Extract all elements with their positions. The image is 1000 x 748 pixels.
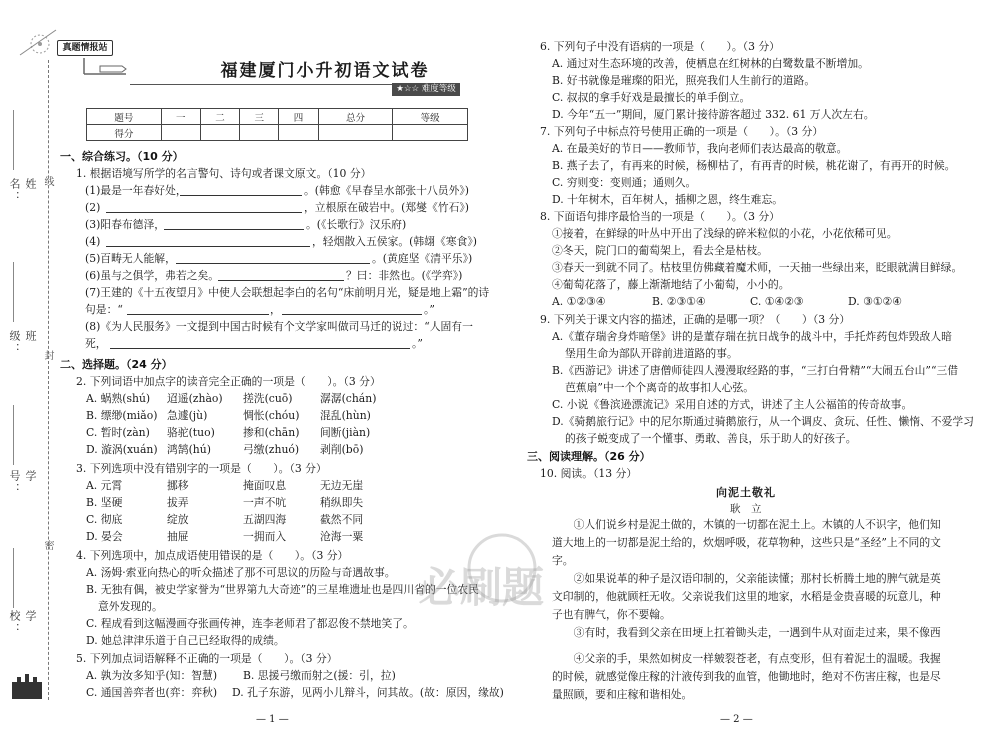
q7-option-a: A. 在最美好的节日——教师节，我向老师们表达最高的敬意。 (552, 142, 848, 155)
answer-blank[interactable] (164, 229, 304, 230)
q9-option-b-line2: 芭蕉扇”中一个个离奇的故事扣人心弦。 (565, 381, 755, 394)
question-5: 5. 下列加点词语解释不正确的一项是（ ）。（3 分） (76, 652, 338, 665)
answer-blank[interactable] (176, 263, 370, 264)
q9-option-b-line1: B.《西游记》讲述了唐僧师徒四人漫漫取经路的事，“三打白骨精”“大闹五台山”“三借 (552, 364, 959, 377)
q2-option-b-1: B. 缥缈(miǎo) (86, 409, 158, 422)
q1-line-7a: (7)王建的《十五夜望月》中使人会联想起李白的名句“床前明月光，疑是地上霜”的诗 (85, 286, 490, 299)
question-9: 9. 下列关于课文内容的描述，正确的是哪一项？（ ）（3 分） (540, 313, 851, 326)
score-cell: 一 (161, 109, 200, 125)
id-label: 学号： (8, 470, 37, 496)
q3-option-d-4: 沧海一粟 (320, 530, 364, 543)
margin-mark-secret: 密 (42, 540, 53, 550)
article-paragraph-2: ②如果说革的种子是汉语印制的，父亲能读懂；那村长析腾土地的脾气就是英文印制的，他就顾枉无收。父亲说我们这里的地家，水稻是金贵喜暖的玩意儿，种子也有脾气，你不要翰。 (552, 572, 941, 621)
score-input-cell[interactable] (318, 125, 393, 141)
q9-option-a-line1: A.《董存瑞舍身炸暗堡》讲的是董存瑞在抗日战争的战斗中，手托炸药包炸毁敌人暗 (552, 330, 952, 343)
score-cell: 总分 (318, 109, 393, 125)
q1-line-4-end: ，轻烟散入五侯家。(韩翃《寒食》) (312, 235, 477, 248)
q4-option-d: D. 她总津津乐道于自己已经取得的成绩。 (86, 634, 285, 647)
q1-line-2-end: ，立根原在破岩中。(郑燮《竹石》) (304, 201, 469, 214)
q9-option-a-line2: 堡用生命为部队开辟前进道路的事。 (565, 347, 738, 360)
q7-option-d: D. 十年树木，百年树人，插柳之恩，终生难忘。 (552, 193, 784, 206)
q1-line-8b: 死， (85, 337, 107, 350)
q6-option-c: C. 叔叔的拿手好戏是最擅长的单手倒立。 (552, 91, 751, 104)
q1-line-6-end: ？曰：非然也。(《学弈》) (346, 269, 463, 282)
q3-option-d-3: 一拥而入 (243, 530, 287, 543)
page-title: 福建厦门小升初语文试卷 (220, 61, 430, 81)
score-input-cell[interactable] (279, 125, 318, 141)
section-1-heading: 一、综合练习。（10 分） (60, 150, 184, 163)
q3-option-c-4: 截然不同 (320, 513, 364, 526)
q2-option-a-2: 迢遥(zhào) (167, 392, 223, 405)
q8-option-d: D. ③①②④ (848, 295, 902, 308)
q1-line-8c: 。” (412, 337, 423, 350)
q1-line-7c: ， (270, 303, 281, 316)
q2-option-b-3: 惆怅(chóu) (243, 409, 300, 422)
question-2: 2. 下列词语中加点字的读音完全正确的一项是（ ）。（3 分） (76, 375, 381, 388)
q2-option-d-4: 剥削(bō) (320, 443, 364, 456)
q8-sentence-1: ①接着，在鲜绿的叶丛中开出了浅绿的碎米粒似的小花，小花依稀可见。 (552, 227, 898, 240)
margin-mark-line: 线 (42, 176, 53, 186)
q1-line-1-start: (1)最是一年春好处， (85, 184, 187, 197)
q1-line-1-end: 。(韩愈《早春呈水部张十八员外》) (304, 184, 469, 197)
q9-option-d-line1: D.《骑鹅旅行记》中的尼尔斯通过骑鹅旅行，从一个调皮、贪玩、任性、懒惰、不爱学习 (552, 415, 974, 428)
q8-sentence-3: ③春天一到就不同了。枯枝里仿佛藏着魔术师，一天抽一些绿出来，眨眼就满目鲜绿。 (552, 261, 963, 274)
q5-option-c: C. 通国善弈者也(弈：弈秋) (86, 686, 218, 699)
section-3-heading: 三、阅读理解。（26 分） (527, 450, 651, 463)
score-cell: 三 (240, 109, 279, 125)
title-box (180, 58, 470, 84)
title-underline (130, 84, 392, 85)
q3-option-d-1: D. 晏会 (86, 530, 123, 543)
q3-option-a-2: 挪移 (167, 479, 189, 492)
question-1: 1. 根据语境写所学的名言警句、诗句或者课文原文。（10 分） (76, 167, 372, 180)
class-label: 班级： (8, 330, 37, 356)
score-input-cell[interactable] (393, 125, 468, 141)
q8-sentence-2: ②冬天，院门口的葡萄架上，看去全是枯枝。 (552, 244, 768, 257)
q2-option-b-4: 混乱(hùn) (320, 409, 371, 422)
question-7: 7. 下列句子中标点符号使用正确的一项是（ ）。（3 分） (540, 125, 824, 138)
q9-option-c: C. 小说《鲁滨逊漂流记》采用自述的方式，讲述了主人公福笛的传奇故事。 (552, 398, 913, 411)
q9-option-d-line2: 的孩子蜕变成了一个懂事、勇敢、善良，乐于助人的好孩子。 (565, 432, 857, 445)
q3-option-a-1: A. 元霄 (86, 479, 123, 492)
q3-option-a-3: 掩面叹息 (243, 479, 287, 492)
pen-icon (82, 56, 130, 82)
q5-option-a: A. 孰为汝多知乎(知：智慧) (86, 669, 218, 682)
answer-blank[interactable] (110, 348, 410, 349)
q2-option-b-2: 急遽(jù) (167, 409, 208, 422)
q4-option-b-line1: B. 无独有偶，被史学家誉为“世界第九大奇迹”的三星堆遗址也是四川省的一位农民 (86, 583, 479, 596)
q8-option-a: A. ①②③④ (552, 295, 606, 308)
q3-option-c-1: C. 彻底 (86, 513, 123, 526)
q2-option-d-2: 鸿鹄(hú) (167, 443, 211, 456)
score-cell: 四 (279, 109, 318, 125)
q2-option-c-1: C. 暂时(zàn) (86, 426, 150, 439)
score-input-cell[interactable] (161, 125, 200, 141)
q1-line-3-end: 。(《长歌行》汉乐府) (306, 218, 407, 231)
q3-option-c-2: 绽放 (167, 513, 189, 526)
answer-blank[interactable] (282, 314, 422, 315)
q2-option-a-4: 潺潺(chán) (320, 392, 377, 405)
q1-line-7b: 句是：“ (85, 303, 123, 316)
score-input-cell[interactable] (240, 125, 279, 141)
answer-blank[interactable] (218, 280, 344, 281)
q3-option-b-1: B. 坚硬 (86, 496, 123, 509)
q1-line-3-start: (3)阳春布德泽， (85, 218, 166, 231)
question-3: 3. 下列选项中没有错别字的一项是（ ）。（3 分） (76, 462, 327, 475)
q2-option-c-4: 间断(jiàn) (320, 426, 371, 439)
score-input-cell[interactable] (200, 125, 239, 141)
q8-option-c: C. ①④②③ (750, 295, 804, 308)
q2-option-d-1: D. 漩涡(xuán) (86, 443, 158, 456)
question-6: 6. 下列句子中没有语病的一项是（ ）。（3 分） (540, 40, 780, 53)
exam-badge: 真题情报站 (57, 40, 113, 56)
page-number-right: — 2 — (720, 714, 753, 725)
watermark-seal-icon (466, 532, 538, 604)
q2-option-a-3: 搓洗(cuō) (243, 392, 293, 405)
score-value-row (87, 125, 468, 141)
name-line (13, 110, 14, 170)
binding-dashed-line (48, 60, 49, 700)
q1-line-4-start: (4) (85, 235, 101, 248)
id-line (13, 405, 14, 465)
watermark: 必刷题 (418, 563, 545, 612)
q1-line-5-start: (5)百畴无人能解， (85, 252, 176, 265)
q1-line-5-end: 。(黄庭坚《清平乐》) (372, 252, 473, 265)
q4-option-b-line2: 意外发现的。 (98, 600, 163, 613)
answer-blank[interactable] (180, 195, 302, 196)
compass-icon (18, 28, 58, 56)
q8-sentence-4: ④葡萄花落了，藤上渐渐地结了小葡萄，小小的。 (552, 278, 790, 291)
answer-blank[interactable] (127, 314, 269, 315)
q6-option-b: B. 好书就像是璀璨的阳光，照亮我们人生前行的道路。 (552, 74, 816, 87)
q2-option-c-3: 掺和(chān) (243, 426, 300, 439)
answer-blank[interactable] (106, 212, 302, 213)
q7-option-b: B. 燕子去了，有再来的时候，杨柳枯了，有再青的时候，桃花谢了，有再开的时候。 (552, 159, 956, 172)
q2-option-d-3: 弓缴(zhuó) (243, 443, 300, 456)
q3-option-c-3: 五湖四海 (243, 513, 287, 526)
q7-option-c: C. 穷则变：变则通；通则久。 (552, 176, 697, 189)
article-paragraph-4: ④父亲的手，果然如树皮一样皴裂苍老，有点变形，但有着泥土的温暖。我握的时候，就感觉像庄稼的汁液传到我的血管，他锄地时，绝对不伤害庄稼，也是尽量照顾，要和庄稼和谐相处。 (552, 652, 941, 701)
q2-option-c-2: 骆驼(tuo) (167, 426, 215, 439)
score-table (86, 108, 468, 141)
school-label: 学校： (8, 610, 37, 636)
score-cell: 得分 (87, 125, 162, 141)
margin-mark-seal: 封 (42, 350, 53, 360)
q3-option-a-4: 无边无崖 (320, 479, 364, 492)
q3-option-b-3: 一声不吭 (243, 496, 287, 509)
q1-line-2-start: (2) (85, 201, 101, 214)
score-cell: 题号 (87, 109, 162, 125)
school-line (13, 548, 14, 608)
q3-option-b-4: 稍纵即失 (320, 496, 364, 509)
q2-option-a-1: A. 蜗熟(shú) (86, 392, 151, 405)
q5-option-d: D. 孔子东游，见两小儿辩斗，问其故。(故：原因，缘故) (232, 686, 504, 699)
score-header-row (87, 109, 468, 125)
score-cell: 二 (200, 109, 239, 125)
q3-option-b-2: 拔弄 (167, 496, 189, 509)
q4-option-c: C. 程成看到这幅漫画夺张画传神，连李老师君了都忍俊不禁地笑了。 (86, 617, 414, 630)
difficulty-badge: ★☆☆ 难度等级 (392, 83, 460, 96)
q1-line-7d: 。” (424, 303, 435, 316)
q1-line-6-start: (6)虽与之俱学，弗若之矣。 (85, 269, 220, 282)
section-2-heading: 二、选择题。（24 分） (60, 358, 173, 371)
q4-option-a: A. 汤姆·索亚向热心的听众描述了那不可思议的历险与奇遇故事。 (86, 566, 396, 579)
article-paragraph-1: ①人们说乡村是泥土做的，木镇的一切都在泥土上。木镇的人不识字，他们知道大地上的一切都是泥土给的，炊烟呼吸，花草物种，这些只是“圣经”上不同的文字。 (552, 518, 941, 567)
castle-icon (10, 670, 50, 700)
q6-option-d: D. 今年“五一”期间，厦门累计接待游客超过 332. 61 万人次左右。 (552, 108, 875, 121)
q8-option-b: B. ②③①④ (652, 295, 706, 308)
article-paragraph-3: ③有时，我看到父亲在田埂上扛着锄头走，一遇到牛从对面走过来，果不像西 (573, 626, 941, 639)
page-number-left: — 1 — (256, 714, 289, 725)
article-title: 向泥土敬礼 (716, 486, 776, 499)
answer-blank[interactable] (106, 246, 310, 247)
q1-line-8a: (8)《为人民服务》一文提到中国古时候有个文学家叫做司马迁的说过：“人固有一 (85, 320, 473, 333)
q3-option-d-2: 抽屉 (167, 530, 189, 543)
question-4: 4. 下列选项中，加点成语使用错误的是（ ）。（3 分） (76, 549, 349, 562)
name-label: 姓名： (8, 178, 37, 204)
q6-option-a: A. 通过对生态环境的改善，使栖息在红树林的白鹭数量不断增加。 (552, 57, 869, 70)
score-cell: 等级 (393, 109, 468, 125)
class-line (13, 262, 14, 322)
article-author: 耿 立 (730, 503, 762, 515)
question-8: 8. 下面语句排序最恰当的一项是（ ）。（3 分） (540, 210, 780, 223)
q5-option-b: B. 思援弓缴而射之(援：引，拉) (243, 669, 396, 682)
question-10: 10. 阅读。（13 分） (540, 467, 638, 480)
